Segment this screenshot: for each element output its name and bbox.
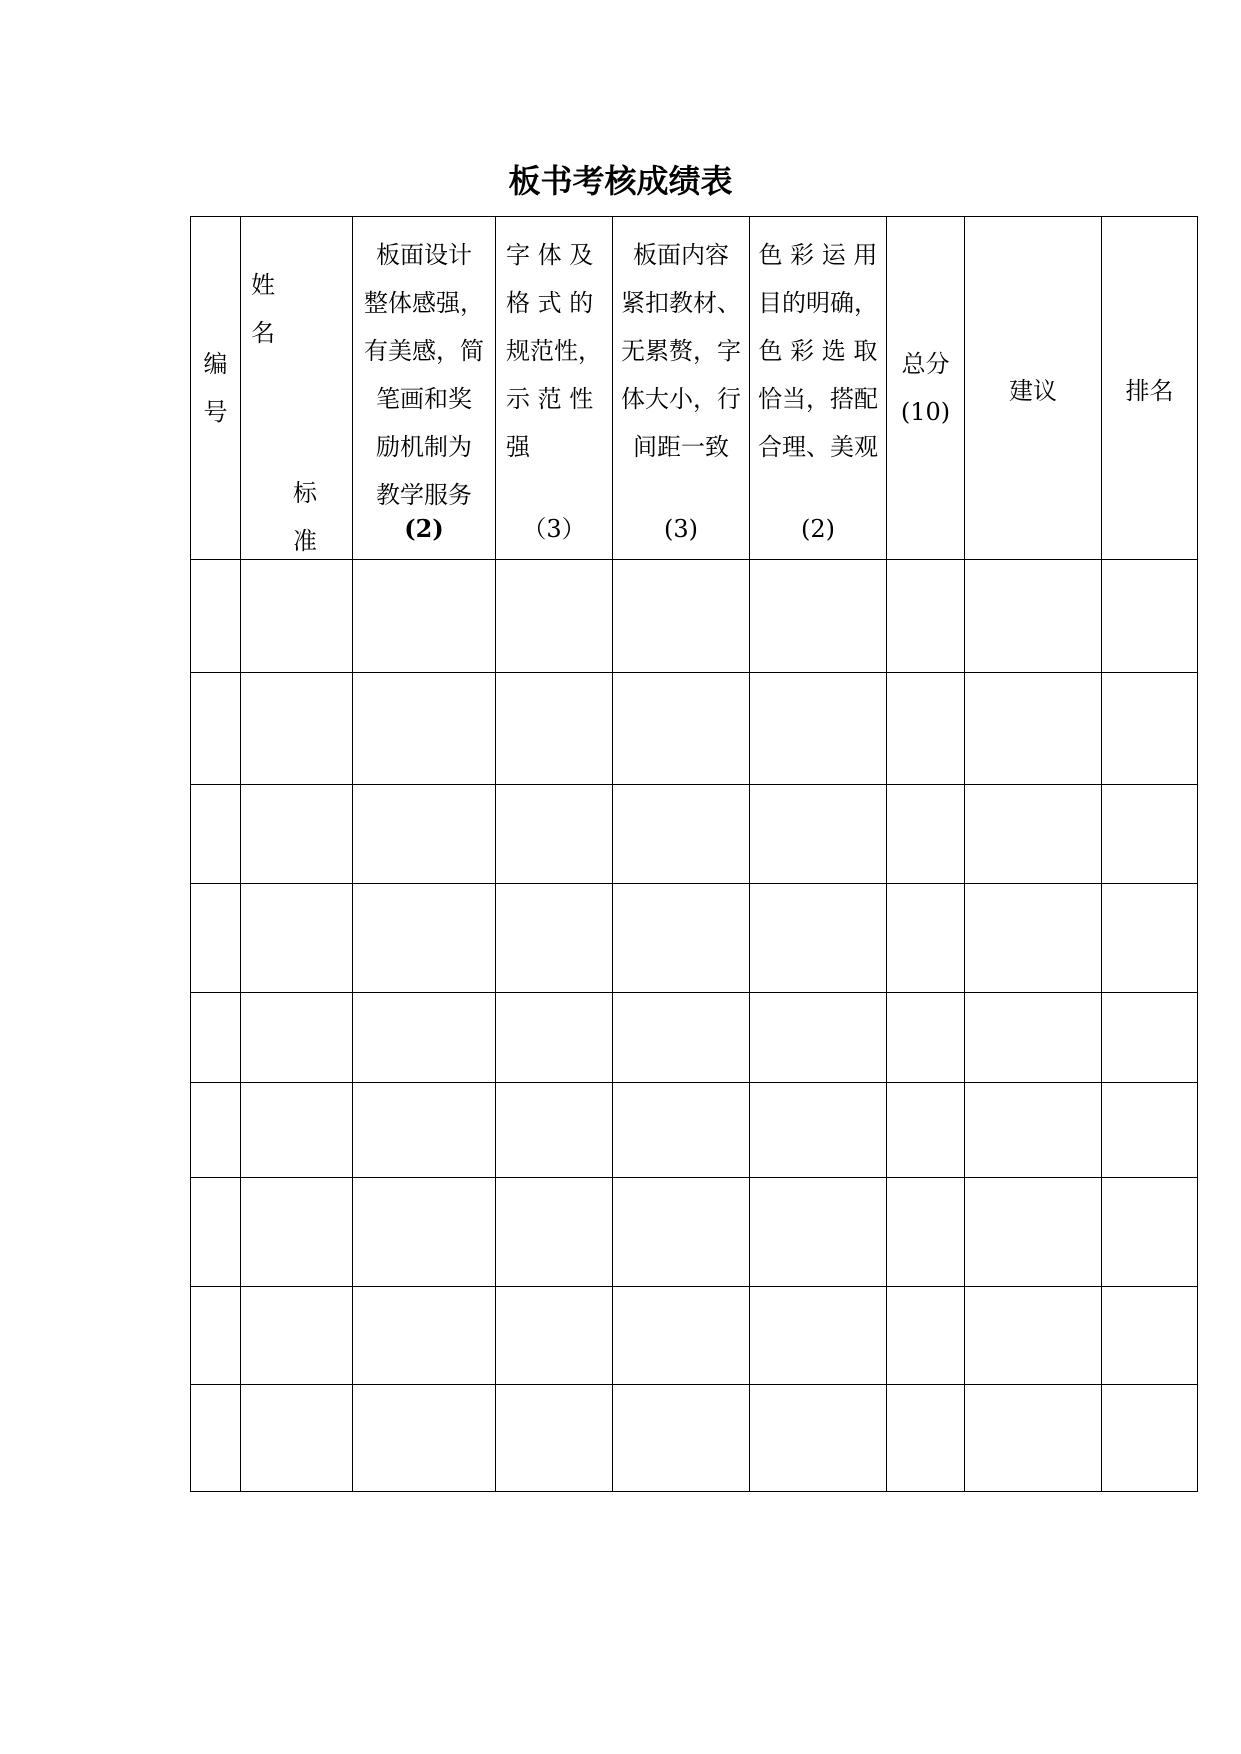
header-name-char: 名 — [251, 319, 275, 347]
table-cell[interactable] — [613, 1287, 750, 1385]
header-standard-char: 准 — [293, 527, 317, 555]
table-cell[interactable] — [613, 1178, 750, 1287]
header-total-label: 总分 — [901, 350, 950, 378]
table-cell[interactable] — [353, 1287, 496, 1385]
table-cell[interactable] — [750, 673, 887, 785]
table-cell[interactable] — [965, 673, 1102, 785]
table-cell[interactable] — [750, 1083, 887, 1178]
criterion-line: 笔画和奖 — [376, 385, 472, 413]
table-cell[interactable] — [965, 884, 1102, 993]
table-cell[interactable] — [1102, 785, 1198, 884]
table-cell[interactable] — [750, 560, 887, 673]
table-cell[interactable] — [353, 1178, 496, 1287]
table-cell[interactable] — [1102, 1287, 1198, 1385]
criterion-line: 教学服务 — [376, 481, 472, 509]
criterion-line: 无累赘，字 — [621, 337, 741, 365]
table-cell[interactable] — [750, 884, 887, 993]
criterion-line: 励机制为 — [376, 433, 472, 461]
criterion-line: 板面设计 — [376, 241, 472, 269]
header-total — [887, 217, 965, 560]
table-cell[interactable] — [191, 1287, 241, 1385]
header-row — [191, 217, 1198, 560]
table-cell[interactable] — [613, 673, 750, 785]
table-row — [191, 993, 1198, 1083]
header-number-char: 号 — [203, 398, 228, 426]
header-standard-char: 标 — [293, 479, 317, 507]
header-criterion-content — [613, 217, 750, 560]
table-cell[interactable] — [353, 673, 496, 785]
table-body — [191, 560, 1198, 1492]
criterion-line: 目的明确， — [758, 289, 878, 317]
table-cell[interactable] — [965, 993, 1102, 1083]
table-cell[interactable] — [191, 560, 241, 673]
table-row — [191, 1083, 1198, 1178]
table-cell[interactable] — [241, 993, 353, 1083]
table-cell[interactable] — [191, 785, 241, 884]
criterion-line: 合理、美观 — [758, 433, 878, 461]
criterion-score: (2) — [404, 514, 444, 543]
table-cell[interactable] — [887, 884, 965, 993]
table-cell[interactable] — [241, 1083, 353, 1178]
table-row — [191, 673, 1198, 785]
table-cell[interactable] — [613, 785, 750, 884]
table-row — [191, 1178, 1198, 1287]
table-cell[interactable] — [965, 1385, 1102, 1492]
table-cell[interactable] — [887, 993, 965, 1083]
table-cell[interactable] — [750, 785, 887, 884]
table-cell[interactable] — [613, 1385, 750, 1492]
criterion-score: (3) — [664, 515, 698, 543]
table-cell[interactable] — [353, 993, 496, 1083]
table-cell[interactable] — [887, 1385, 965, 1492]
criterion-score: (2) — [801, 515, 835, 543]
table-cell[interactable] — [1102, 1385, 1198, 1492]
table-cell[interactable] — [750, 1385, 887, 1492]
criterion-line: 有美感，简 — [364, 337, 484, 365]
table-cell[interactable] — [965, 785, 1102, 884]
table-cell[interactable] — [496, 1287, 613, 1385]
table-cell[interactable] — [965, 560, 1102, 673]
header-criterion-color — [750, 217, 887, 560]
table-cell[interactable] — [241, 673, 353, 785]
table-cell[interactable] — [496, 1385, 613, 1492]
table-cell[interactable] — [353, 1385, 496, 1492]
table-cell[interactable] — [353, 560, 496, 673]
table-cell[interactable] — [241, 884, 353, 993]
table-cell[interactable] — [1102, 1178, 1198, 1287]
criterion-line: 色 彩 选 取 — [758, 337, 878, 365]
table-cell[interactable] — [750, 1178, 887, 1287]
table-cell[interactable] — [1102, 560, 1198, 673]
score-table — [190, 216, 1198, 1492]
table-cell[interactable] — [965, 1083, 1102, 1178]
header-name-char: 姓 — [251, 271, 275, 299]
header-name-standard — [241, 217, 353, 560]
table-cell[interactable] — [496, 1083, 613, 1178]
criterion-line: 整体感强， — [364, 289, 484, 317]
table-cell[interactable] — [241, 1385, 353, 1492]
header-number-char: 编 — [203, 350, 228, 378]
table-row — [191, 785, 1198, 884]
table-cell[interactable] — [191, 1178, 241, 1287]
header-criterion-design — [353, 217, 496, 560]
table-cell[interactable] — [613, 884, 750, 993]
table-cell[interactable] — [353, 884, 496, 993]
table-cell[interactable] — [496, 785, 613, 884]
table-row — [191, 884, 1198, 993]
criterion-line: 示 范 性 — [506, 385, 594, 413]
criterion-line: 色 彩 运 用 — [758, 241, 878, 269]
table-row — [191, 1385, 1198, 1492]
criterion-line: 字 体 及 — [506, 241, 594, 269]
table-cell[interactable] — [750, 993, 887, 1083]
table-cell[interactable] — [241, 1178, 353, 1287]
table-cell[interactable] — [496, 884, 613, 993]
header-suggestion: 建议 — [965, 217, 1102, 560]
header-criterion-format — [496, 217, 613, 560]
criterion-line: 格 式 的 — [506, 289, 594, 317]
table-cell[interactable] — [191, 884, 241, 993]
table-cell[interactable] — [191, 673, 241, 785]
table-cell[interactable] — [191, 1385, 241, 1492]
header-number — [191, 217, 241, 560]
criterion-line: 体大小，行 — [621, 385, 741, 413]
table-cell[interactable] — [965, 1178, 1102, 1287]
table-cell[interactable] — [1102, 1083, 1198, 1178]
table-cell[interactable] — [613, 993, 750, 1083]
table-cell[interactable] — [887, 1083, 965, 1178]
table-cell[interactable] — [1102, 673, 1198, 785]
table-cell[interactable] — [965, 1287, 1102, 1385]
table-cell[interactable] — [496, 993, 613, 1083]
criterion-score: （3） — [522, 515, 586, 543]
table-cell[interactable] — [353, 1083, 496, 1178]
table-cell[interactable] — [496, 560, 613, 673]
criterion-line: 强 — [506, 433, 530, 461]
header-rank: 排名 — [1102, 217, 1198, 560]
criterion-line: 恰当，搭配 — [758, 385, 878, 413]
table-cell[interactable] — [191, 993, 241, 1083]
table-cell[interactable] — [887, 673, 965, 785]
table-cell[interactable] — [241, 560, 353, 673]
table-row — [191, 560, 1198, 673]
table-cell[interactable] — [496, 1178, 613, 1287]
table-cell[interactable] — [1102, 884, 1198, 993]
criterion-line: 紧扣教材、 — [621, 289, 741, 317]
table-cell[interactable] — [887, 560, 965, 673]
table-cell[interactable] — [613, 560, 750, 673]
criterion-line: 间距一致 — [633, 433, 729, 461]
table-cell[interactable] — [191, 1083, 241, 1178]
table-cell[interactable] — [750, 1287, 887, 1385]
table-cell[interactable] — [241, 1287, 353, 1385]
header-total-score: (10) — [900, 398, 951, 426]
table-cell[interactable] — [241, 785, 353, 884]
table-cell[interactable] — [496, 673, 613, 785]
criterion-line: 板面内容 — [633, 241, 729, 269]
table-cell[interactable] — [887, 785, 965, 884]
page-title: 板书考核成绩表 — [508, 162, 733, 200]
table-cell[interactable] — [353, 785, 496, 884]
table-row — [191, 1287, 1198, 1385]
table-cell[interactable] — [613, 1083, 750, 1178]
table-cell[interactable] — [1102, 993, 1198, 1083]
table-cell[interactable] — [887, 1178, 965, 1287]
table-cell[interactable] — [887, 1287, 965, 1385]
criterion-line: 规范性， — [506, 337, 602, 365]
